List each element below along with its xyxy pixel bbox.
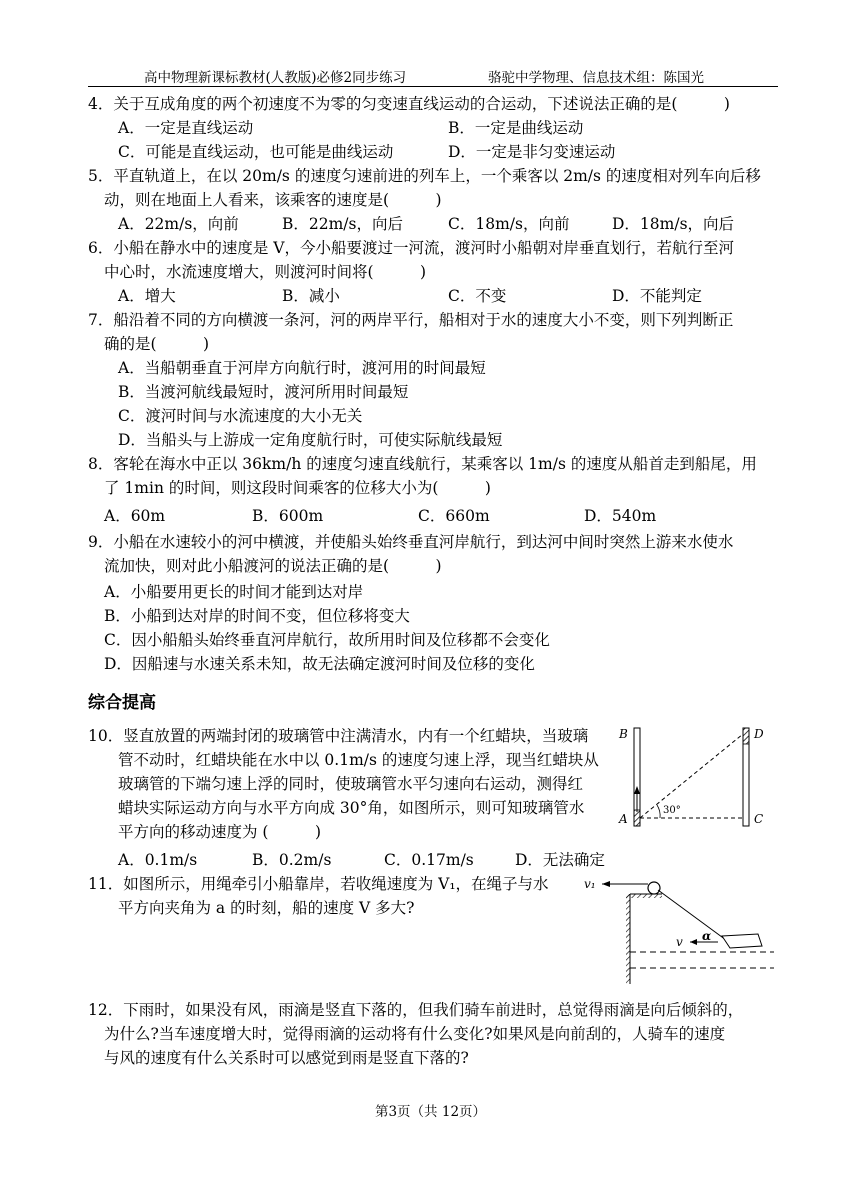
- q10-option-d: D．无法确定: [515, 851, 605, 869]
- q6-option-d: D．不能判定: [612, 287, 702, 305]
- q4-option-b: B．一定是曲线运动: [448, 119, 584, 137]
- q12-line-1: 12．下雨时，如果没有风，雨滴是竖直下落的，但我们骑车前进时，总觉得雨滴是向后倾斜的，: [88, 1001, 744, 1019]
- q10-line-1: 10．竖直放置的两端封闭的玻璃管中注满清水，内有一个红蜡块，当玻璃: [88, 727, 589, 745]
- label-a: A: [619, 812, 628, 826]
- boat: [722, 934, 762, 948]
- q5-option-b: B．22m/s，向后: [282, 215, 403, 233]
- q12-line-3: 与风的速度有什么关系时可以感觉到雨是竖直下落的?: [104, 1049, 469, 1067]
- q10-line-2: 管不动时，红蜡块能在水中以 0.1m/s 的速度匀速上浮，现当红蜡块从: [118, 751, 599, 769]
- q4-stem: 4．关于互成角度的两个初速度不为零的匀变速直线运动的合运动，下述说法正确的是( ): [88, 95, 730, 113]
- angle-label: 30°: [663, 805, 681, 816]
- glass-tube-figure: [615, 722, 775, 832]
- q7-stem-2: 确的是( ): [104, 335, 210, 353]
- q7-option-c: C．渡河时间与水流速度的大小无关: [118, 407, 363, 425]
- q7-option-b: B．当渡河航线最短时，渡河所用时间最短: [118, 383, 409, 401]
- page-header: [88, 64, 778, 87]
- rope: [658, 890, 726, 940]
- q6-stem-1: 6．小船在静水中的速度是 V，今小船要渡过一河流，渡河时小船朝对岸垂直划行，若航行至河: [88, 239, 734, 257]
- q8-option-c: C．660m: [418, 507, 490, 525]
- q9-option-b: B．小船到达对岸的时间不变，但位移将变大: [104, 607, 410, 625]
- page-footer: 第3页（共 12页）: [374, 1104, 487, 1120]
- q10-line-3: 玻璃管的下端匀速上浮的同时，使玻璃管水平匀速向右运动，测得红: [118, 775, 584, 793]
- q7-option-a: A．当船朝垂直于河岸方向航行时，渡河用的时间最短: [118, 359, 486, 377]
- q5-option-c: C．18m/s，向前: [448, 215, 570, 233]
- label-c: C: [754, 812, 764, 826]
- section-title: 综合提高: [88, 693, 156, 713]
- q7-stem-1: 7．船沿着不同的方向横渡一条河，河的两岸平行，船相对于水的速度大小不变，则下列判断正: [88, 311, 734, 329]
- q7-option-d: D．当船头与上游成一定角度航行时，可使实际航线最短: [118, 431, 503, 449]
- boat-rope-figure: [578, 872, 778, 986]
- header-left: 高中物理新课标教材(人教版)必修2同步练习: [144, 70, 407, 86]
- label-v: v: [676, 935, 683, 949]
- q6-option-a: A．增大: [118, 287, 176, 305]
- q4-option-a: A．一定是直线运动: [118, 119, 254, 137]
- label-d: D: [754, 727, 764, 741]
- q10-line-5: 平方向的移动速度为 ( ): [118, 823, 322, 841]
- q8-option-d: D．540m: [584, 507, 657, 525]
- q10-option-a: A．0.1m/s: [118, 851, 198, 869]
- label-b: B: [619, 727, 628, 741]
- q10-option-c: C．0.17m/s: [384, 851, 474, 869]
- q9-stem-2: 流加快，则对此小船渡河的说法正确的是( ): [104, 557, 442, 575]
- q9-option-d: D．因船速与水速关系未知，故无法确定渡河时间及位移的变化: [104, 655, 535, 673]
- wax-block: [634, 810, 640, 826]
- q9-option-c: C．因小船船头始终垂直河岸航行，故所用时间及位移都不会变化: [104, 631, 550, 649]
- q10-option-b: B．0.2m/s: [252, 851, 332, 869]
- q8-option-a: A．60m: [104, 507, 166, 525]
- q9-stem-1: 9．小船在水速较小的河中横渡，并使船头始终垂直河岸航行，到达河中间时突然上游来水使水: [88, 533, 734, 551]
- q5-stem-1: 5．平直轨道上，在以 20m/s 的速度匀速前进的列车上，一个乘客以 2m/s 的速度相对列车向后移: [88, 167, 761, 185]
- q4-option-d: D．一定是非匀变速运动: [448, 143, 616, 161]
- header-right: 骆驼中学物理、信息技术组：陈国光: [488, 70, 704, 86]
- pulley: [648, 882, 660, 894]
- q9-option-a: A．小船要用更长的时间才能到达对岸: [104, 583, 364, 601]
- q6-stem-2: 中心时，水流速度增大，则渡河时间将( ): [104, 263, 427, 281]
- q8-stem-2: 了 1min 的时间，则这段时间乘客的位移大小为( ): [104, 479, 491, 497]
- q5-option-d: D．18m/s，向后: [612, 215, 735, 233]
- q5-stem-2: 动，则在地面上人看来，该乘客的速度是( ): [104, 191, 442, 209]
- q4-option-c: C．可能是直线运动，也可能是曲线运动: [118, 143, 394, 161]
- q11-line-1: 11．如图所示，用绳牵引小船靠岸，若收绳速度为 V₁，在绳子与水: [88, 875, 549, 893]
- diagonal-path: [640, 734, 743, 818]
- label-alpha: α: [702, 929, 712, 943]
- q6-option-b: B．减小: [282, 287, 340, 305]
- q12-line-2: 为什么?当车速度增大时，觉得雨滴的运动将有什么变化?如果风是向前刮的，人骑车的速度: [104, 1025, 726, 1043]
- q10-line-4: 蜡块实际运动方向与水平方向成 30°角，如图所示，则可知玻璃管水: [118, 799, 585, 817]
- label-v1: v₁: [584, 877, 596, 891]
- q8-stem-1: 8．客轮在海水中正以 36km/h 的速度匀速直线航行，某乘客以 1m/s 的速度从船首走到船尾，用: [88, 455, 757, 473]
- q11-line-2: 平方向夹角为 a 的时刻，船的速度 V 多大?: [118, 899, 415, 917]
- q8-option-b: B．600m: [252, 507, 324, 525]
- q5-option-a: A．22m/s，向前: [118, 215, 239, 233]
- q6-option-c: C．不变: [448, 287, 507, 305]
